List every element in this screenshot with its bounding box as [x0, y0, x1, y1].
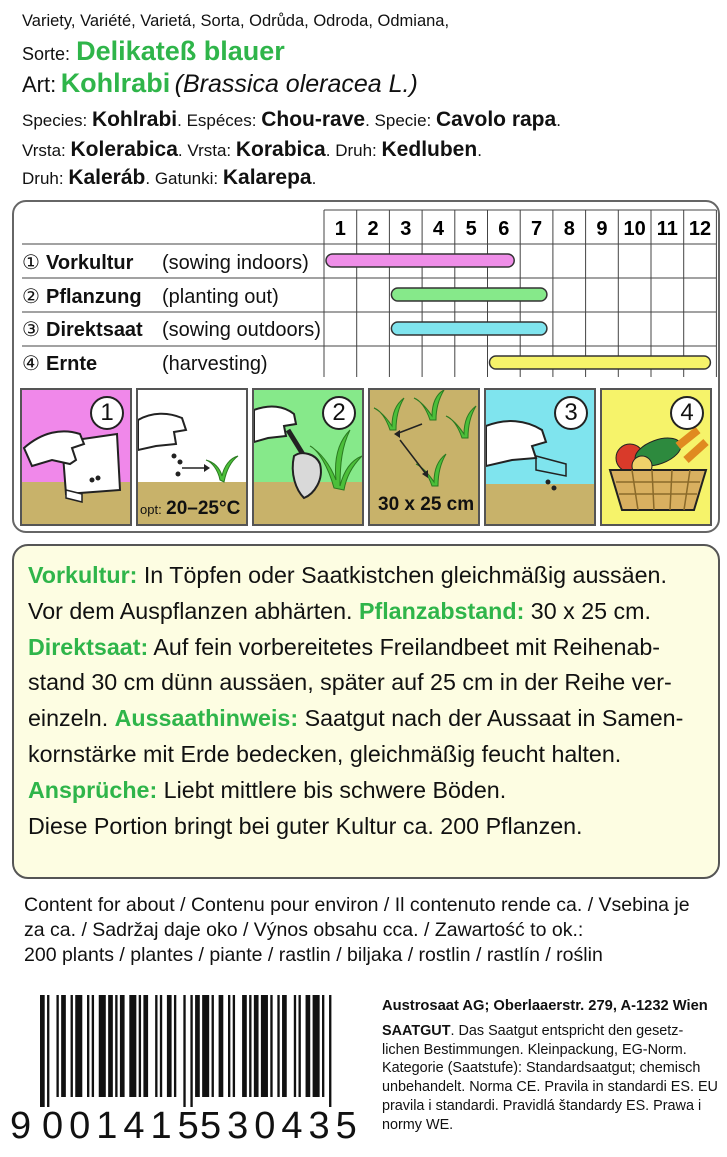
month-label: 8 [563, 218, 575, 240]
barcode-bar [270, 995, 272, 1097]
step-badge: 3 [554, 396, 588, 430]
barcode-bar [195, 995, 200, 1097]
instr-text: 30 x 25 cm. [524, 597, 651, 624]
barcode-bar [313, 995, 320, 1097]
month-label: 11 [656, 218, 678, 240]
picture-harvest [600, 388, 712, 526]
row-name: Pflanzung [46, 286, 142, 308]
species-value: Kolerabica [70, 138, 178, 161]
barcode-bar [92, 995, 94, 1097]
art-latin: (Brassica oleracea L.) [174, 70, 418, 98]
step-badge: 2 [322, 396, 356, 430]
species-line-1: Species: Kohlrabi. Espéces: Chou-rave. Specie: Cavolo rapa. [22, 108, 561, 131]
keyword-pflanzabstand: Pflanzabstand: [358, 597, 525, 624]
barcode-bar [212, 995, 214, 1097]
row-english: (harvesting) [162, 353, 268, 375]
sorte-line [22, 36, 285, 67]
row-number: ④ [22, 353, 40, 375]
species-label: Vrsta: [187, 141, 232, 160]
month-label: 7 [530, 218, 543, 240]
barcode-group-1: 001415 [42, 1105, 205, 1147]
keyword-aussaathinweis: Aussaathinweis: [114, 705, 299, 732]
temp-value: 20–25°C [166, 498, 241, 519]
art-label: Art: [22, 72, 57, 97]
month-label: 6 [498, 218, 510, 240]
instr-text: stand 30 cm dünn aussäen, später auf 25 cm in der Reihe ver- [28, 669, 672, 696]
species-label: Specie: [374, 111, 432, 130]
picture-sowing-indoors [20, 388, 132, 526]
barcode-bar [160, 995, 162, 1097]
species-label: Vrsta: [22, 141, 66, 160]
calendar-bar [490, 356, 711, 369]
legal-body: . Das Saatgut entspricht den gesetz- lichen Bestimmungen. Kleinpackung, EG-Norm. Kategorie (Saatstufe): Standardsaatgut; chemisch unbehandelt. Norma CE. Pravila in standardi ES. EU pravila i standardi. Pravidlá štandardy ES. Prawa i normy WE. [382, 1022, 718, 1133]
company-address: Austrosaat AG; Oberlaaerstr. 279, A-1232 Wien [382, 998, 708, 1014]
species-value: Chou-rave [261, 108, 366, 131]
sorte-value: Delikateß blauer [76, 36, 285, 66]
instr-text: Auf fein vorbereitetes Freilandbeet mit Reihenab- [148, 633, 661, 660]
row-english: (planting out) [162, 286, 279, 308]
row-vorkultur [22, 250, 309, 275]
row-number: ② [22, 286, 40, 308]
picture-germination [136, 388, 248, 526]
barcode-bar [299, 995, 301, 1097]
barcode-bars [10, 995, 362, 1107]
temperature-label [140, 498, 240, 520]
instr-line [28, 809, 704, 845]
barcode-bar [306, 995, 311, 1097]
instr-text: Diese Portion bringt bei guter Kultur ca. 200 Pflanzen. [28, 812, 583, 839]
barcode-bar [167, 995, 172, 1097]
content-line-3: 200 plants / plantes / piante / rastlin / biljaka / rostlin / rastlín / roślin [24, 944, 603, 966]
saatgut-label: SAATGUT [382, 1022, 451, 1039]
barcode-bar [61, 995, 66, 1097]
row-pflanzung [22, 284, 279, 309]
step-badge: 1 [90, 396, 124, 430]
barcode-bar [120, 995, 125, 1097]
barcode-bar [294, 995, 296, 1097]
calendar-bar [326, 254, 514, 267]
variety-line: Variety, Variété, Varietá, Sorta, Odrůda, Odroda, Odmiana, [22, 12, 450, 30]
barcode-first-digit: 9 [10, 1105, 32, 1147]
art-value: Kohlrabi [60, 68, 171, 98]
spacing-label: 30 x 25 cm [378, 494, 475, 515]
barcode-group-2: 530435 [200, 1105, 363, 1147]
barcode-bar [115, 995, 117, 1097]
instr-text: Liebt mittlere bis schwere Böden. [157, 776, 507, 803]
barcode-bar [155, 995, 157, 1097]
instr-line [28, 773, 704, 809]
month-label: 1 [334, 218, 346, 240]
species-value: Cavolo rapa [435, 108, 557, 131]
barcode-bar [183, 995, 185, 1107]
calendar-bar [391, 322, 547, 335]
picture-planting-out [252, 388, 364, 526]
row-number: ③ [22, 319, 40, 341]
step-badge: 4 [670, 396, 704, 430]
art-line [22, 68, 418, 99]
species-line-3: Druh: Kaleráb. Gatunki: Kalarepa. [22, 166, 317, 189]
barcode-bar [202, 995, 209, 1097]
barcode-bar [254, 995, 259, 1097]
species-value: Kalarepa [222, 166, 312, 189]
species-value: Korabica [235, 138, 326, 161]
barcode-bar [190, 995, 192, 1107]
instr-line [28, 737, 704, 773]
instr-line [28, 701, 704, 737]
keyword-direktsaat: Direktsaat: [28, 633, 149, 660]
legal-text [382, 997, 722, 1135]
row-name: Ernte [46, 353, 98, 375]
barcode-bar [282, 995, 287, 1097]
barcode-bar [139, 995, 141, 1097]
month-label: 3 [400, 218, 412, 240]
barcode-bar [87, 995, 89, 1097]
row-direktsaat [22, 317, 321, 342]
barcode-bar [174, 995, 176, 1097]
legal-paragraph [382, 1022, 722, 1135]
barcode-bar [261, 995, 268, 1097]
instr-line [28, 630, 704, 666]
instr-text: kornstärke mit Erde bedecken, gleichmäßig feucht halten. [28, 740, 622, 767]
instructions-box [12, 544, 720, 879]
content-line-2: za ca. / Sadržaj daje oko / Výnos obsahu cca. / Zawartość to ok.: [24, 919, 584, 941]
month-label: 10 [623, 218, 646, 240]
month-label: 4 [432, 218, 445, 240]
month-label: 12 [688, 218, 712, 240]
species-label: Espéces: [186, 111, 257, 130]
barcode-bar [322, 995, 324, 1097]
month-label: 9 [596, 218, 608, 240]
keyword-ansprueche: Ansprüche: [28, 776, 158, 803]
barcode-bar [277, 995, 279, 1097]
barcode-bar [71, 995, 73, 1097]
species-label: Druh: [335, 141, 377, 160]
instr-text: Saatgut nach der Aussaat in Samen- [298, 705, 684, 732]
species-label: Druh: [22, 169, 64, 188]
sorte-label: Sorte: [22, 44, 71, 64]
barcode-bar [219, 995, 224, 1097]
barcode-bar [108, 995, 113, 1097]
keyword-vorkultur: Vorkultur: [28, 562, 138, 588]
row-english: (sowing indoors) [162, 252, 309, 274]
instr-line [28, 594, 704, 630]
instr-line [28, 558, 704, 594]
month-label: 2 [367, 218, 379, 240]
instr-line [28, 665, 704, 701]
barcode-bar [99, 995, 106, 1097]
barcode-bar [249, 995, 251, 1097]
barcode-bar [56, 995, 58, 1097]
content-line-1: Content for about / Contenu pour environ / Il contenuto rende ca. / Vsebina je [24, 894, 690, 916]
row-number: ① [22, 252, 40, 274]
species-label: Gatunki: [154, 169, 219, 188]
ean-barcode [10, 995, 362, 1145]
temp-opt-label: opt: [140, 502, 162, 517]
row-english: (sowing outdoors) [162, 319, 321, 341]
barcode-bar [40, 995, 45, 1107]
species-label: Species: [22, 111, 88, 130]
barcode-bar [75, 995, 82, 1097]
barcode-bar [233, 995, 235, 1097]
species-value: Kedluben [381, 138, 478, 161]
species-value: Kohlrabi [91, 108, 178, 131]
instr-text: einzeln. [28, 705, 115, 732]
barcode-bar [143, 995, 148, 1097]
barcode-bar [47, 995, 49, 1107]
barcode-bar [329, 995, 331, 1107]
barcode-bar [242, 995, 247, 1097]
instr-text: Vor dem Auspflanzen abhärten. [28, 597, 359, 624]
barcode-digits [10, 1105, 362, 1147]
barcode-bar [228, 995, 230, 1097]
picture-spacing [368, 388, 480, 526]
species-value: Kaleráb [68, 166, 146, 189]
species-line-2: Vrsta: Kolerabica. Vrsta: Korabica. Druh: Kedluben. [22, 138, 482, 161]
picture-sowing-outdoors [484, 388, 596, 526]
barcode-bar [129, 995, 136, 1097]
row-name: Vorkultur [46, 252, 134, 274]
row-name: Direktsaat [46, 319, 143, 341]
instr-text: In Töpfen oder Saatkistchen gleichmäßig aussäen. [137, 562, 667, 588]
calendar-bar [391, 288, 547, 301]
month-label: 5 [465, 218, 477, 240]
row-ernte [22, 351, 268, 376]
